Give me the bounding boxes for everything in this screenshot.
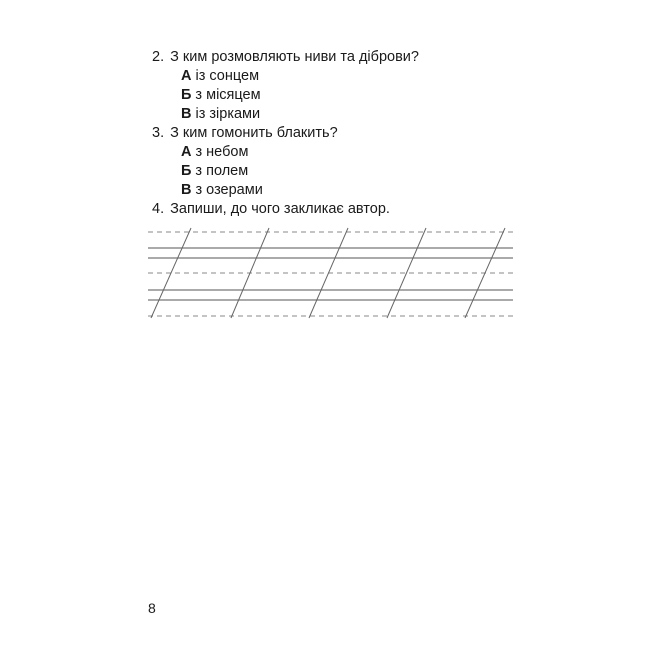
option-text: із сонцем	[195, 68, 260, 84]
option-letter: Б	[181, 163, 192, 179]
question-number: 3.	[152, 125, 165, 141]
question-number: 4.	[152, 201, 165, 217]
option-letter: Б	[181, 87, 192, 103]
option-letter: А	[181, 68, 192, 84]
option-letter: В	[181, 182, 192, 198]
page-number: 8	[148, 600, 156, 616]
question-text: Запиши, до чого закликає автор.	[170, 201, 390, 217]
option-letter: А	[181, 144, 192, 160]
question-text: З ким розмовляють ниви та діброви?	[170, 49, 419, 65]
option-letter: В	[181, 106, 192, 122]
option-text: з озерами	[195, 182, 263, 198]
question-text: З ким гомонить блакить?	[170, 125, 338, 141]
slant-guide-line	[231, 228, 269, 318]
option-text: із зірками	[195, 106, 261, 122]
option-text: з небом	[195, 144, 249, 160]
option-text: з місяцем	[195, 87, 261, 103]
question-number: 2.	[152, 49, 165, 65]
option-text: з полем	[195, 163, 249, 179]
